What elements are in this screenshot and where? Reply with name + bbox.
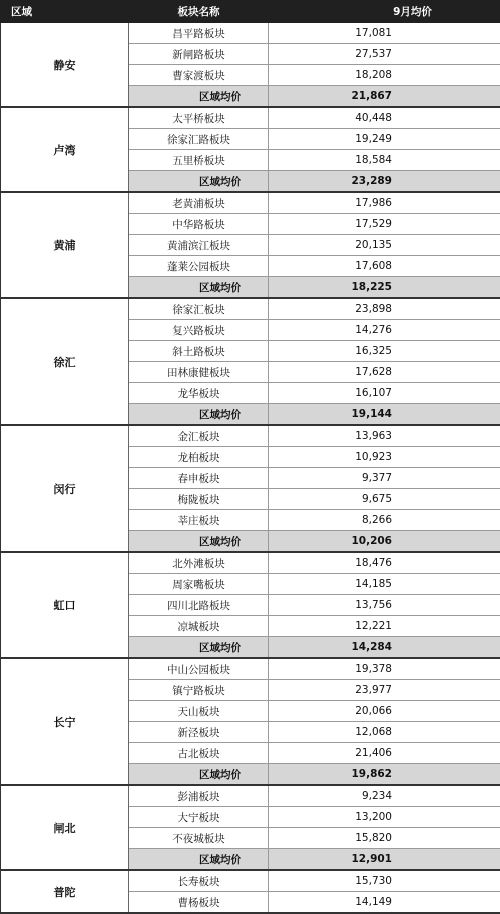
sector-cell: 五里桥板块: [129, 150, 269, 171]
table-row: [1, 425, 500, 447]
price-cell: 13,963: [269, 425, 500, 447]
average-label-cell: 区域均价: [129, 86, 269, 108]
average-label-cell: 区域均价: [129, 764, 269, 786]
sector-cell: 古北板块: [129, 743, 269, 764]
header-price: 9月均价: [269, 1, 500, 23]
sector-cell: 镇宁路板块: [129, 680, 269, 701]
sector-cell: 龙柏板块: [129, 447, 269, 468]
sector-cell: 凉城板块: [129, 616, 269, 637]
price-cell: 13,200: [269, 807, 500, 828]
region-cell: 普陀: [1, 870, 129, 913]
average-label-cell: 区域均价: [129, 171, 269, 193]
sector-cell: 田林康健板块: [129, 362, 269, 383]
average-label-cell: 区域均价: [129, 531, 269, 553]
price-cell: 27,537: [269, 44, 500, 65]
sector-cell: 春申板块: [129, 468, 269, 489]
sector-cell: 老黄浦板块: [129, 192, 269, 214]
sector-cell: 周家嘴板块: [129, 574, 269, 595]
price-cell: 18,208: [269, 65, 500, 86]
sector-cell: 新闸路板块: [129, 44, 269, 65]
price-cell: 18,584: [269, 150, 500, 171]
price-cell: 12,068: [269, 722, 500, 743]
average-label-cell: 区域均价: [129, 849, 269, 871]
price-cell: 23,977: [269, 680, 500, 701]
table-row: [1, 658, 500, 680]
price-cell: 9,675: [269, 489, 500, 510]
header-region: 区域: [1, 1, 129, 23]
region-cell: 黄浦: [1, 192, 129, 298]
average-price-cell: 21,867: [269, 86, 500, 108]
region-cell: 卢湾: [1, 107, 129, 192]
sector-cell: 斜土路板块: [129, 341, 269, 362]
region-cell: 虹口: [1, 552, 129, 658]
sector-cell: 曹家渡板块: [129, 65, 269, 86]
price-cell: 15,820: [269, 828, 500, 849]
sector-cell: 长寿板块: [129, 870, 269, 892]
sector-cell: 中华路板块: [129, 214, 269, 235]
sector-cell: 曹杨板块: [129, 892, 269, 914]
sector-cell: 莘庄板块: [129, 510, 269, 531]
sector-cell: 不夜城板块: [129, 828, 269, 849]
price-cell: 19,249: [269, 129, 500, 150]
price-cell: 16,107: [269, 383, 500, 404]
sector-cell: 复兴路板块: [129, 320, 269, 341]
table-row: [1, 298, 500, 320]
average-price-cell: 18,225: [269, 277, 500, 299]
region-cell: 闵行: [1, 425, 129, 552]
price-cell: 14,276: [269, 320, 500, 341]
sector-cell: 彭浦板块: [129, 785, 269, 807]
sector-cell: 天山板块: [129, 701, 269, 722]
sector-cell: 中山公园板块: [129, 658, 269, 680]
average-price-cell: 12,901: [269, 849, 500, 871]
price-cell: 14,149: [269, 892, 500, 914]
sector-cell: 徐家汇板块: [129, 298, 269, 320]
price-cell: 21,406: [269, 743, 500, 764]
table-body: [1, 23, 500, 914]
sector-cell: 北外滩板块: [129, 552, 269, 574]
region-cell: 闸北: [1, 785, 129, 870]
table-row: [1, 552, 500, 574]
price-cell: 16,325: [269, 341, 500, 362]
price-cell: 9,377: [269, 468, 500, 489]
sector-cell: 梅陇板块: [129, 489, 269, 510]
price-cell: 20,135: [269, 235, 500, 256]
price-cell: 20,066: [269, 701, 500, 722]
price-cell: 14,185: [269, 574, 500, 595]
price-cell: 17,529: [269, 214, 500, 235]
sector-cell: 四川北路板块: [129, 595, 269, 616]
header-row: [1, 1, 500, 23]
price-cell: 15,730: [269, 870, 500, 892]
price-cell: 17,986: [269, 192, 500, 214]
table-row: [1, 107, 500, 129]
average-price-cell: 14,284: [269, 637, 500, 659]
table-row: [1, 785, 500, 807]
price-cell: 10,923: [269, 447, 500, 468]
sector-cell: 黄浦滨江板块: [129, 235, 269, 256]
sector-cell: 昌平路板块: [129, 23, 269, 44]
sector-cell: 徐家汇路板块: [129, 129, 269, 150]
sector-cell: 大宁板块: [129, 807, 269, 828]
average-label-cell: 区域均价: [129, 404, 269, 426]
price-cell: 17,081: [269, 23, 500, 44]
sector-cell: 龙华板块: [129, 383, 269, 404]
price-cell: 19,378: [269, 658, 500, 680]
price-cell: 12,221: [269, 616, 500, 637]
average-price-cell: 10,206: [269, 531, 500, 553]
average-label-cell: 区域均价: [129, 277, 269, 299]
average-price-cell: 23,289: [269, 171, 500, 193]
price-cell: 17,608: [269, 256, 500, 277]
average-price-cell: 19,144: [269, 404, 500, 426]
price-cell: 9,234: [269, 785, 500, 807]
price-cell: 17,628: [269, 362, 500, 383]
region-cell: 长宁: [1, 658, 129, 785]
region-cell: 静安: [1, 23, 129, 108]
region-cell: 徐汇: [1, 298, 129, 425]
price-cell: 40,448: [269, 107, 500, 129]
average-price-cell: 19,862: [269, 764, 500, 786]
price-cell: 8,266: [269, 510, 500, 531]
sector-cell: 新泾板块: [129, 722, 269, 743]
sector-cell: 蓬莱公园板块: [129, 256, 269, 277]
table-row: [1, 870, 500, 892]
price-cell: 18,476: [269, 552, 500, 574]
sector-cell: 金汇板块: [129, 425, 269, 447]
average-label-cell: 区域均价: [129, 637, 269, 659]
price-cell: 13,756: [269, 595, 500, 616]
header-sector: 板块名称: [129, 1, 269, 23]
table-row: [1, 23, 500, 44]
table-row: [1, 192, 500, 214]
sector-cell: 太平桥板块: [129, 107, 269, 129]
price-cell: 23,898: [269, 298, 500, 320]
